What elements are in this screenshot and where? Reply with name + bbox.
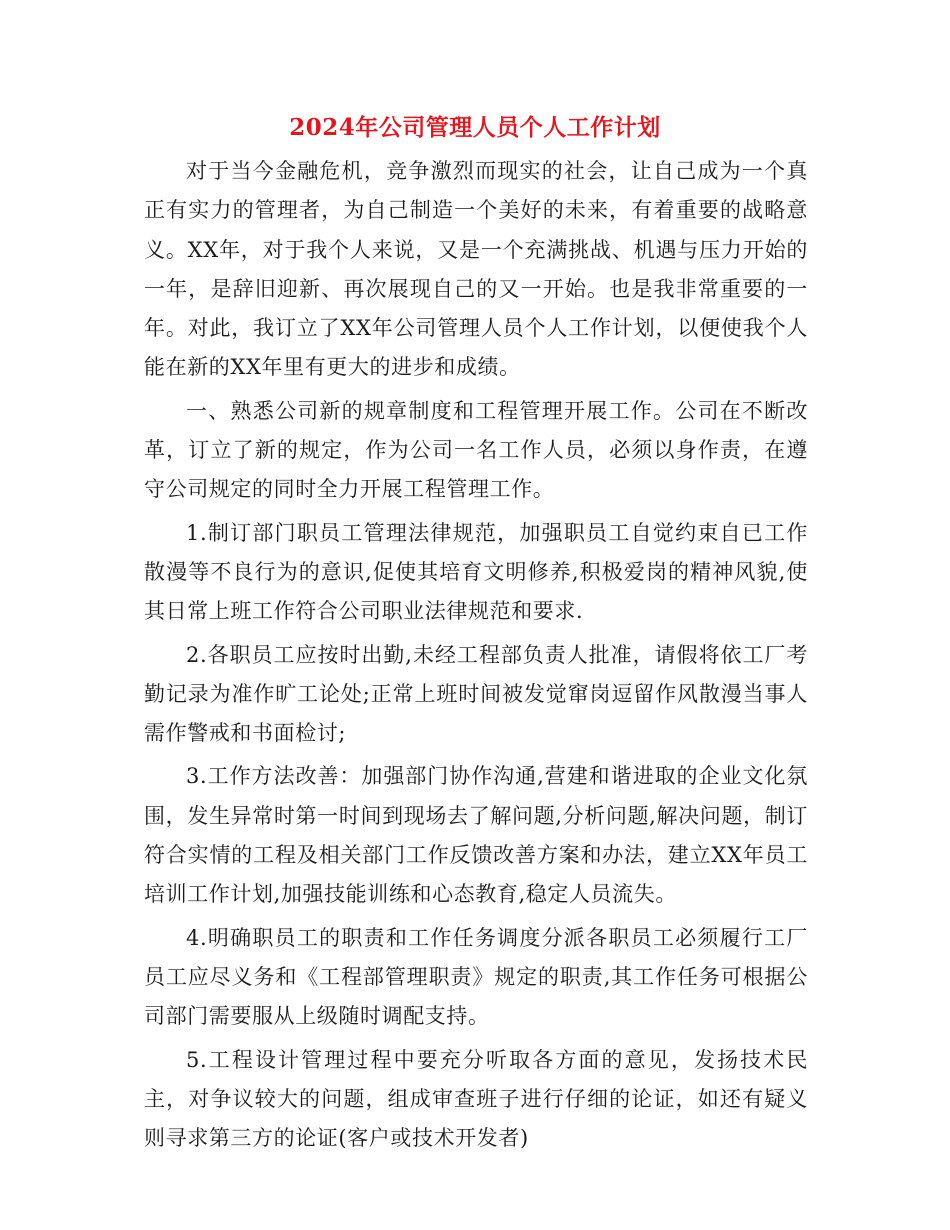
- paragraph-item-1: 1.制订部门职员工管理法律规范，加强职员工自觉约束自已工作散漫等不良行为的意识,促使其培育文明修养,积极爱岗的精神风貌,使其日常上班工作符合公司职业法律规范和要求.: [144, 520, 808, 624]
- document-title: 2024年公司管理人员个人工作计划: [289, 114, 661, 141]
- paragraph-item-3: 3.工作方法改善：加强部门协作沟通,营建和谐进取的企业文化氛围，发生异常时第一时间到现场去了解问题,分析问题,解决问题，制订符合实情的工程及相关部门工作反馈改善方案和办法，建立XX年员工培训工作计划,加强技能训练和心态教育,稳定人员流失。: [144, 764, 808, 907]
- paragraph-section-one: 一、熟悉公司新的规章制度和工程管理开展工作。公司在不断改革，订立了新的规定，作为公司一名工作人员，必须以身作责，在遵守公司规定的同时全力开展工程管理工作。: [144, 398, 808, 502]
- paragraph-item-5: 5.工程设计管理过程中要充分听取各方面的意见，发扬技术民主，对争议较大的问题，组成审查班子进行仔细的论证，如还有疑义则寻求第三方的论证(客户或技术开发者): [144, 1047, 808, 1151]
- paragraph-intro: 对于当今金融危机，竞争激烈而现实的社会，让自己成为一个真正有实力的管理者，为自己制造一个美好的未来，有着重要的战略意义。XX年，对于我个人来说，又是一个充满挑战、机遇与压力开始的一年，是辞旧迎新、再次展现自己的又一开始。也是我非常重要的一年。对此，我订立了XX年公司管理人员个人工作计划，以便使我个人能在新的XX年里有更大的进步和成绩。: [144, 159, 808, 380]
- paragraph-item-2: 2.各职员工应按时出勤,未经工程部负责人批准，请假将依工厂考勤记录为准作旷工论处;正常上班时间被发觉窜岗逗留作风散漫当事人需作警戒和书面检讨;: [144, 642, 808, 746]
- document-body: [144, 152, 808, 1158]
- paragraph-item-4: 4.明确职员工的职责和工作任务调度分派各职员工必须履行工厂员工应尽义务和《工程部管理职责》规定的职责,其工作任务可根据公司部门需要服从上级随时调配支持。: [144, 925, 808, 1029]
